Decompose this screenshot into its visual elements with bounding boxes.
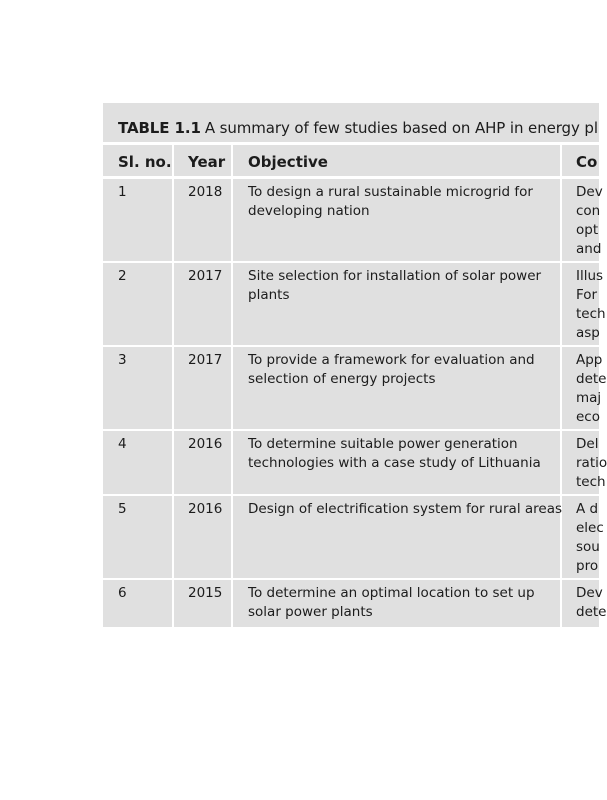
header-objective: Objective xyxy=(248,153,328,171)
row-objective: To determine suitable power generation technologies with a case study of Lithuania xyxy=(248,436,541,471)
summary-table xyxy=(103,103,607,627)
header-sl-no: Sl. no. xyxy=(118,153,172,171)
row-divider xyxy=(103,429,599,431)
row-number: 1 xyxy=(118,184,127,200)
row-col4: App dete maj eco xyxy=(576,352,607,425)
row-col4: A d elec sou pro xyxy=(576,501,604,574)
row-number: 4 xyxy=(118,436,127,452)
row-objective: To determine an optimal location to set up solar power plants xyxy=(248,585,535,620)
column-divider xyxy=(560,145,562,627)
header-year: Year xyxy=(188,153,226,171)
row-number: 6 xyxy=(118,585,127,601)
row-objective: Site selection for installation of solar power plants xyxy=(248,268,542,303)
row-number: 2 xyxy=(118,268,127,284)
row-year: 2015 xyxy=(188,585,223,601)
column-divider xyxy=(231,145,233,627)
row-year: 2017 xyxy=(188,268,223,284)
row-year: 2016 xyxy=(188,436,223,452)
row-year: 2016 xyxy=(188,501,223,517)
row-objective: To provide a framework for evaluation and selection of energy projects xyxy=(248,352,535,387)
header-col4: Co xyxy=(576,153,598,171)
row-number: 3 xyxy=(118,352,127,368)
row-col4: Del ratio tech xyxy=(576,436,607,490)
header-rule xyxy=(103,176,599,179)
row-year: 2017 xyxy=(188,352,223,368)
row-col4: Dev con opt and xyxy=(576,184,603,257)
column-divider xyxy=(172,145,174,627)
table-number: TABLE 1.1 xyxy=(118,119,201,137)
row-divider xyxy=(103,578,599,580)
caption-rule xyxy=(103,142,599,145)
row-objective: To design a rural sustainable microgrid for developing nation xyxy=(248,184,533,219)
row-col4: Illus For tech asp xyxy=(576,268,606,341)
row-col4: Dev dete xyxy=(576,585,607,620)
row-divider xyxy=(103,494,599,496)
row-divider xyxy=(103,345,599,347)
row-objective: Design of electrification system for rural areas xyxy=(248,501,562,517)
table-title: A summary of few studies based on AHP in energy pl xyxy=(204,119,598,137)
row-year: 2018 xyxy=(188,184,223,200)
row-divider xyxy=(103,261,599,263)
row-number: 5 xyxy=(118,501,127,517)
table-caption xyxy=(118,119,598,137)
